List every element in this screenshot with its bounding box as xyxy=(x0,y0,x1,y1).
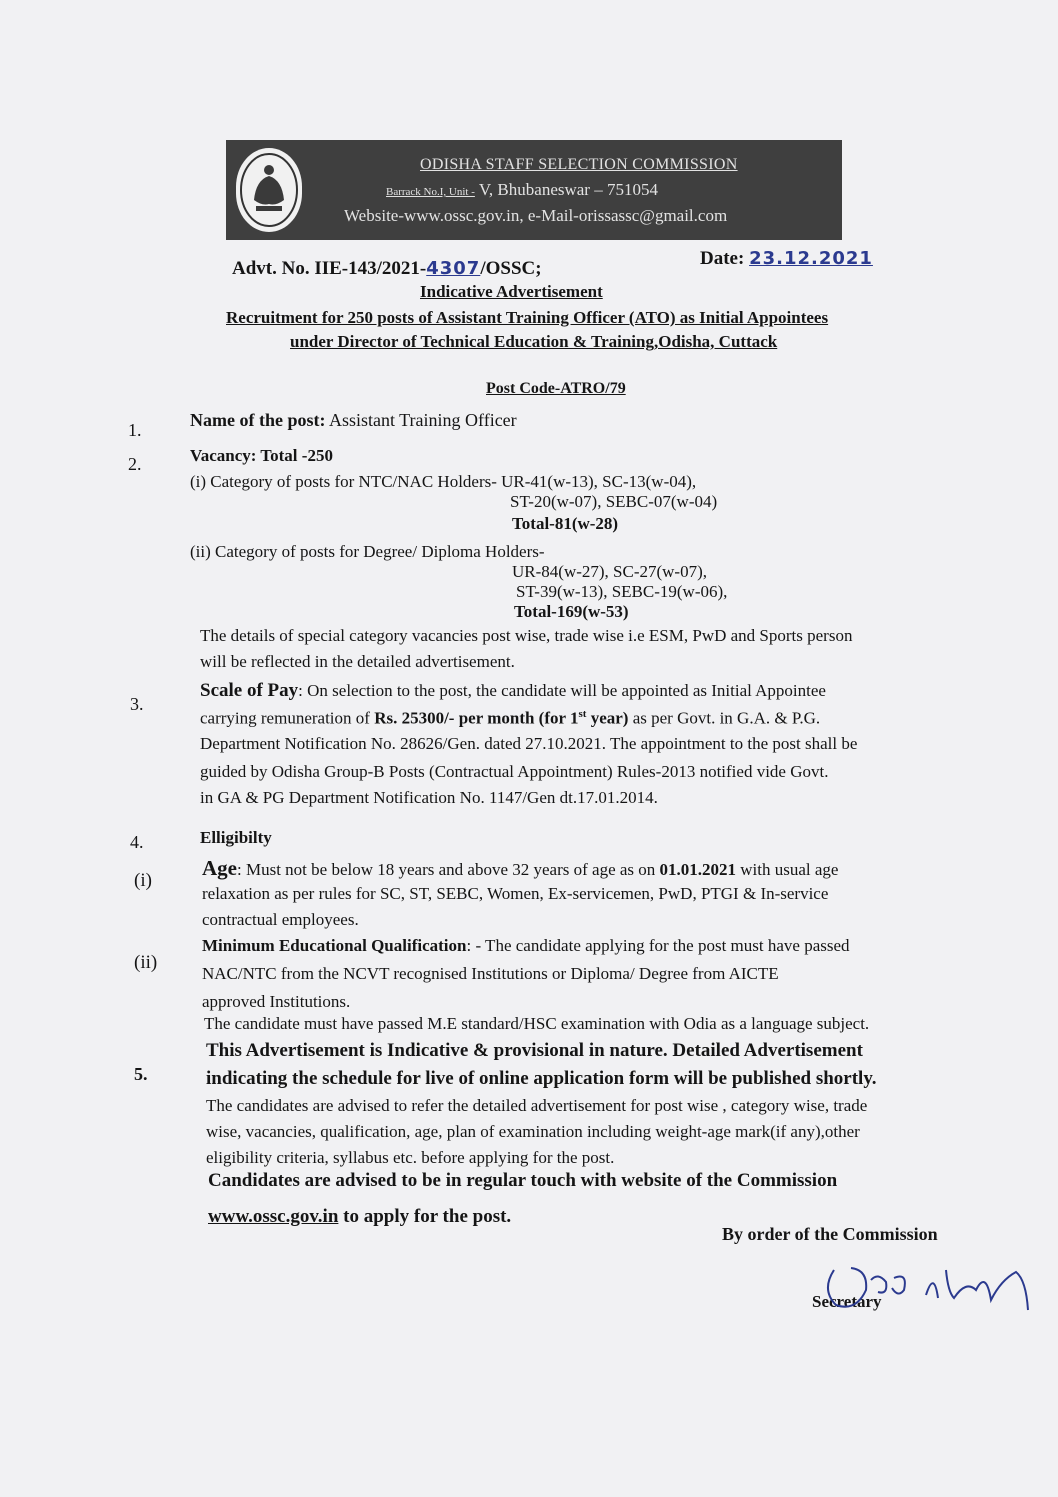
item-number: (ii) xyxy=(134,952,158,973)
age-line: relaxation as per rules for SC, ST, SEBC, Women, Ex-servicemen, PwD, PTGI & In-service xyxy=(202,884,829,903)
education-line: The candidate must have passed M.E standard/HSC examination with Odia as a language subject. xyxy=(204,1014,870,1033)
vacancy-line: (i) Category of posts for NTC/NAC Holders- UR-41(w-13), SC-13(w-04), xyxy=(190,472,697,491)
vacancy-line: ST-20(w-07), SEBC-07(w-04) xyxy=(510,492,718,511)
pay-line: carrying remuneration of Rs. 25300/- per month (for 1st year) as per Govt. in G.A. & P.G. xyxy=(200,708,821,728)
vacancy-subtotal: Total-169(w-53) xyxy=(514,602,629,621)
org-address: Barrack No.I, Unit - V, Bhubaneswar – 751054 xyxy=(386,180,658,199)
advise-line: www.ossc.gov.in to apply for the post. xyxy=(208,1206,512,1227)
item-number: 1. xyxy=(128,420,142,440)
item-number: 4. xyxy=(130,832,144,852)
notice-bold: This Advertisement is Indicative & provisional in nature. Detailed Advertisement xyxy=(206,1040,863,1061)
website-link[interactable]: www.ossc.gov.in xyxy=(208,1206,339,1227)
signature-icon xyxy=(816,1250,1046,1320)
education-line: NAC/NTC from the NCVT recognised Institutions or Diploma/ Degree from AICTE xyxy=(202,964,779,983)
by-order: By order of the Commission xyxy=(722,1224,938,1244)
advt-date: Date: 23.12.2021 xyxy=(700,248,873,269)
notice-line: wise, vacancies, qualification, age, plan of examination including weight-age mark(if any),other xyxy=(206,1122,860,1141)
notice-line: eligibility criteria, syllabus etc. before applying for the post. xyxy=(206,1148,615,1167)
pay-line: Department Notification No. 28626/Gen. dated 27.10.2021. The appointment to the post shall be xyxy=(200,734,858,753)
post-name: Name of the post: Assistant Training Officer xyxy=(190,410,517,430)
special-note: The details of special category vacancies post wise, trade wise i.e ESM, PwD and Sports person xyxy=(200,626,853,645)
org-name: ODISHA STAFF SELECTION COMMISSION xyxy=(420,156,738,173)
age-line: Age: Must not be below 18 years and above 32 years of age as on 01.01.2021 with usual age xyxy=(202,856,839,880)
advise-line: Candidates are advised to be in regular touch with website of the Commission xyxy=(208,1170,838,1191)
doc-subtitle-1: Recruitment for 250 posts of Assistant Training Officer (ATO) as Initial Appointees xyxy=(226,308,829,327)
pay-line: guided by Odisha Group-B Posts (Contractual Appointment) Rules-2013 notified vide Govt. xyxy=(200,762,829,781)
post-code: Post Code-ATRO/79 xyxy=(486,380,626,397)
vacancy-line: ST-39(w-13), SEBC-19(w-06), xyxy=(516,582,728,601)
state-emblem-icon xyxy=(236,148,302,232)
org-contact: Website-www.ossc.gov.in, e-Mail-orissassc@gmail.com xyxy=(344,206,728,225)
notice-line: The candidates are advised to refer the detailed advertisement for post wise , category wise, trade xyxy=(206,1096,868,1115)
advt-number: Advt. No. IIE-143/2021-4307/OSSC; xyxy=(232,258,542,279)
pay-line: Scale of Pay: On selection to the post, the candidate will be appointed as Initial Appointee xyxy=(200,680,826,701)
item-number: 2. xyxy=(128,454,142,474)
age-line: contractual employees. xyxy=(202,910,359,929)
item-number: 5. xyxy=(134,1064,148,1084)
item-number: (i) xyxy=(134,870,152,891)
pay-line: in GA & PG Department Notification No. 1147/Gen dt.17.01.2014. xyxy=(200,788,658,807)
vacancy-total: Vacancy: Total -250 xyxy=(190,446,333,465)
doc-subtitle-2: under Director of Technical Education & Training,Odisha, Cuttack xyxy=(290,332,778,351)
vacancy-line: UR-84(w-27), SC-27(w-07), xyxy=(512,562,708,581)
item-number: 3. xyxy=(130,694,144,714)
secretary-label: Secretary xyxy=(812,1292,882,1311)
vacancy-subtotal: Total-81(w-28) xyxy=(512,514,619,533)
special-note: will be reflected in the detailed advertisement. xyxy=(200,652,515,671)
education-line: approved Institutions. xyxy=(202,992,351,1011)
notice-bold: indicating the schedule for live of online application form will be published shortly. xyxy=(206,1068,877,1089)
education-line: Minimum Educational Qualification: - The candidate applying for the post must have passed xyxy=(202,936,850,955)
doc-title: Indicative Advertisement xyxy=(420,282,603,301)
header-banner xyxy=(226,140,842,240)
vacancy-line: (ii) Category of posts for Degree/ Diploma Holders- xyxy=(190,542,545,561)
eligibility-heading: Elligibilty xyxy=(200,828,272,847)
